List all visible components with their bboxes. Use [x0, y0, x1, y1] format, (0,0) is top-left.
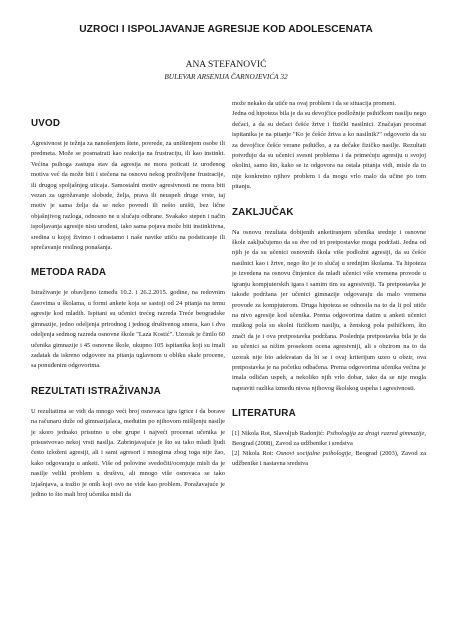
section-text-rezultati: U rezultatima se vidi da mnogo veći broj osnovaca igra igrice i da borave na računaru duže od gimnazijalaca, međutim po njihovom mišljenju nasilje je skoro jednako prisutno u obe grupe i najveći procenat učenika je prisustvovao nekoj vrsti nasilja. Zabrinjavajuće je što su tako mladi ljudi često izloženi agresiji, ali i sami agresori i mnogima zbog toga nije žao, kako odgovaraju u anketi. Više od polovine svedočiti/ocenjuje misli da je nasilje veliki problem u društvu, ali mnogo više osnovaca se tako izjašnjava, a tražio je onih koji ovo ne vide kao problem. Poražavajuće je jedino to što mali broj učenika misli da	[31, 407, 225, 498]
section-text-continued: može nekako da utiče na ovaj problem i da se situacija promeni.	[232, 100, 396, 107]
reference-item	[232, 449, 426, 469]
reference-publisher: , Beograd (2008), Zavod za udžbenike i sredstva	[232, 430, 426, 447]
reference-title: Osnovi socijalne psihologije	[276, 449, 352, 457]
section-heading-uvod: UVOD	[31, 118, 61, 129]
reference-title: Psihologija za drugi razred gimnazije	[326, 430, 425, 438]
right-column	[232, 99, 426, 468]
section-heading-rezultati: REZULTATI ISTRAŽIVANJA	[31, 385, 161, 397]
section-heading-zakljucak: ZAKLJUČAK	[232, 206, 294, 218]
section-text-hypothesis: Jedna od hipoteza bila je da su devojčice podložnije psihičkom nasilju nego dečaci, a da su dečaci češće žrtve i fizički nasilnici. Značajan procenat ispitanika je na pitanje "Ko je češće žrtva a ko nasilnik?" odgovorio da su za devojčice češće verane psihičko, a za dečake fizičko nasilje. Rezultati potvrđuju da su učenici svesni problema i da primećuju agresiju u svojoj okolini, samo što, kako se iz odgovora na ostala pitanja vidi, misle da to nije konkretno njihov problem i da mogu vrlo malo da učine po tom pitanju.	[232, 110, 426, 191]
paper-title: UZROCI I ISPOLJAVANJE AGRESIJE KOD ADOLESCENATA	[79, 24, 373, 35]
section-text-metoda: Istraživanje je obavljeno između 10.2. i 26.2.2015. godine, na redovnim časovima u školama, u formi ankete koja se sastoji od 24 pitanja na temu agresije kod mladih. Ispitani su učenici trećeg razreda Treće beogradske gimnazije, jedno odeljenja prirodnog i jednog društvenog smera, kao i dva odeljenja sedmog razreda osnovne škole "Laza Kostić". Uzorak je činilo 60 učenika gimnazije i 45 osnovne škole, ukupno 105 ispitanika koji su imali zadatak da iskreno odgovore na pitanja uglavnom u obliku skale procene, sa ponuđenim odgovorima.	[31, 289, 225, 370]
section-heading-literatura: LITERATURA	[232, 408, 296, 420]
section-text-zakljucak: Na osnovu rezultata dobijenih anketiranjem učenika srednje i osnovne škole zaključujemo da su dve od tri pretpostavke mogu podržati. Jedna od njih je da su učenici osnovnih škola više podložni agresiji, da su češće nasilnici kao i žrtve, nego što je to slučaj u srednjim školama. Ta hipoteza je izvedena na osnovu činjenice da mlađi učenici više vremena provode u igranju kompjuterskih igara i samim tim su agresivniji. Ta pretpostavka je takođe podržana jer učenici gimnazije odgovaraju da malo vremena provode za kompjuterom. Druga hipoteza se odnosila na to da li pol utiče na nivo agresije kod učenika. Prema odgovorima datim u anketi učenici muškog pola su skolni fizičkom nasilju, a ženskog pola psihičkom, što znači da je i ova pretpostavka podržana. Poslednja pretpostavka bila je da su učenici sa nižim prosekom ocena agresivniji, ali s obzirom na to da uzorak nije bio adekvatan da bi se i ovaj kriterijum uzeo u obzir, ova pretpostavka je na početku odbačena. Prema odgovorima učenika većina je imala odličan uspeh, a nekoliko njih vrlo dobar, tako da se nije mogla napraviti razlika između nivoa njihovog školskog uspeha i agresivnosti.	[232, 228, 426, 392]
author-name: ANA STEFANOVIĆ	[185, 60, 267, 70]
section-heading-metoda: METODA RADA	[31, 267, 107, 279]
reference-publisher: , Beograd (2003), Zavod za udžbenike i nastavna sredstva	[232, 449, 426, 467]
left-column	[31, 92, 225, 500]
section-text-uvod: Agresivnost je težnja za nanošenjem štete, povrede, za uništenjem osobe ili predmeta. Može se posmatrati kao reakcija na frustraciju, ili kao instinkt. Većina psihoga zastupa stav da agresija ne mora poticati iz urođenog motiva već da može biti i stečena na osnovu nekog proživljene frustracije, ili drugog spoljašnjeg uticaja. Samostalni motiv agresivnosti ne mora biti vezan za ugrožavanje slobode, želja, prava ili neuspeh druge vrste, taj motiv je sama želja da se neko povredi ili nešto uništi, bez lične objašnjivog razloga, odnosno ne u slučaju odbrane. Svakako stepen i način ispoljavanja agresije nisu urođeni, iako sama pojava može biti instinktivna, sredina u kojoj živimo i odrastamo i naše navike utiču na podsticanje ili sprečavanje resilnog ponašanja.	[31, 140, 225, 252]
reference-item	[232, 429, 426, 449]
author-affiliation: BULEVAR ARSENIJA ČARNOJEVIĆA 32	[164, 72, 288, 81]
reference-authors: [1] Nikola Rot, Slavoljub Radonjić:	[232, 430, 327, 438]
reference-authors: [2] Nikola Rot:	[232, 449, 277, 457]
